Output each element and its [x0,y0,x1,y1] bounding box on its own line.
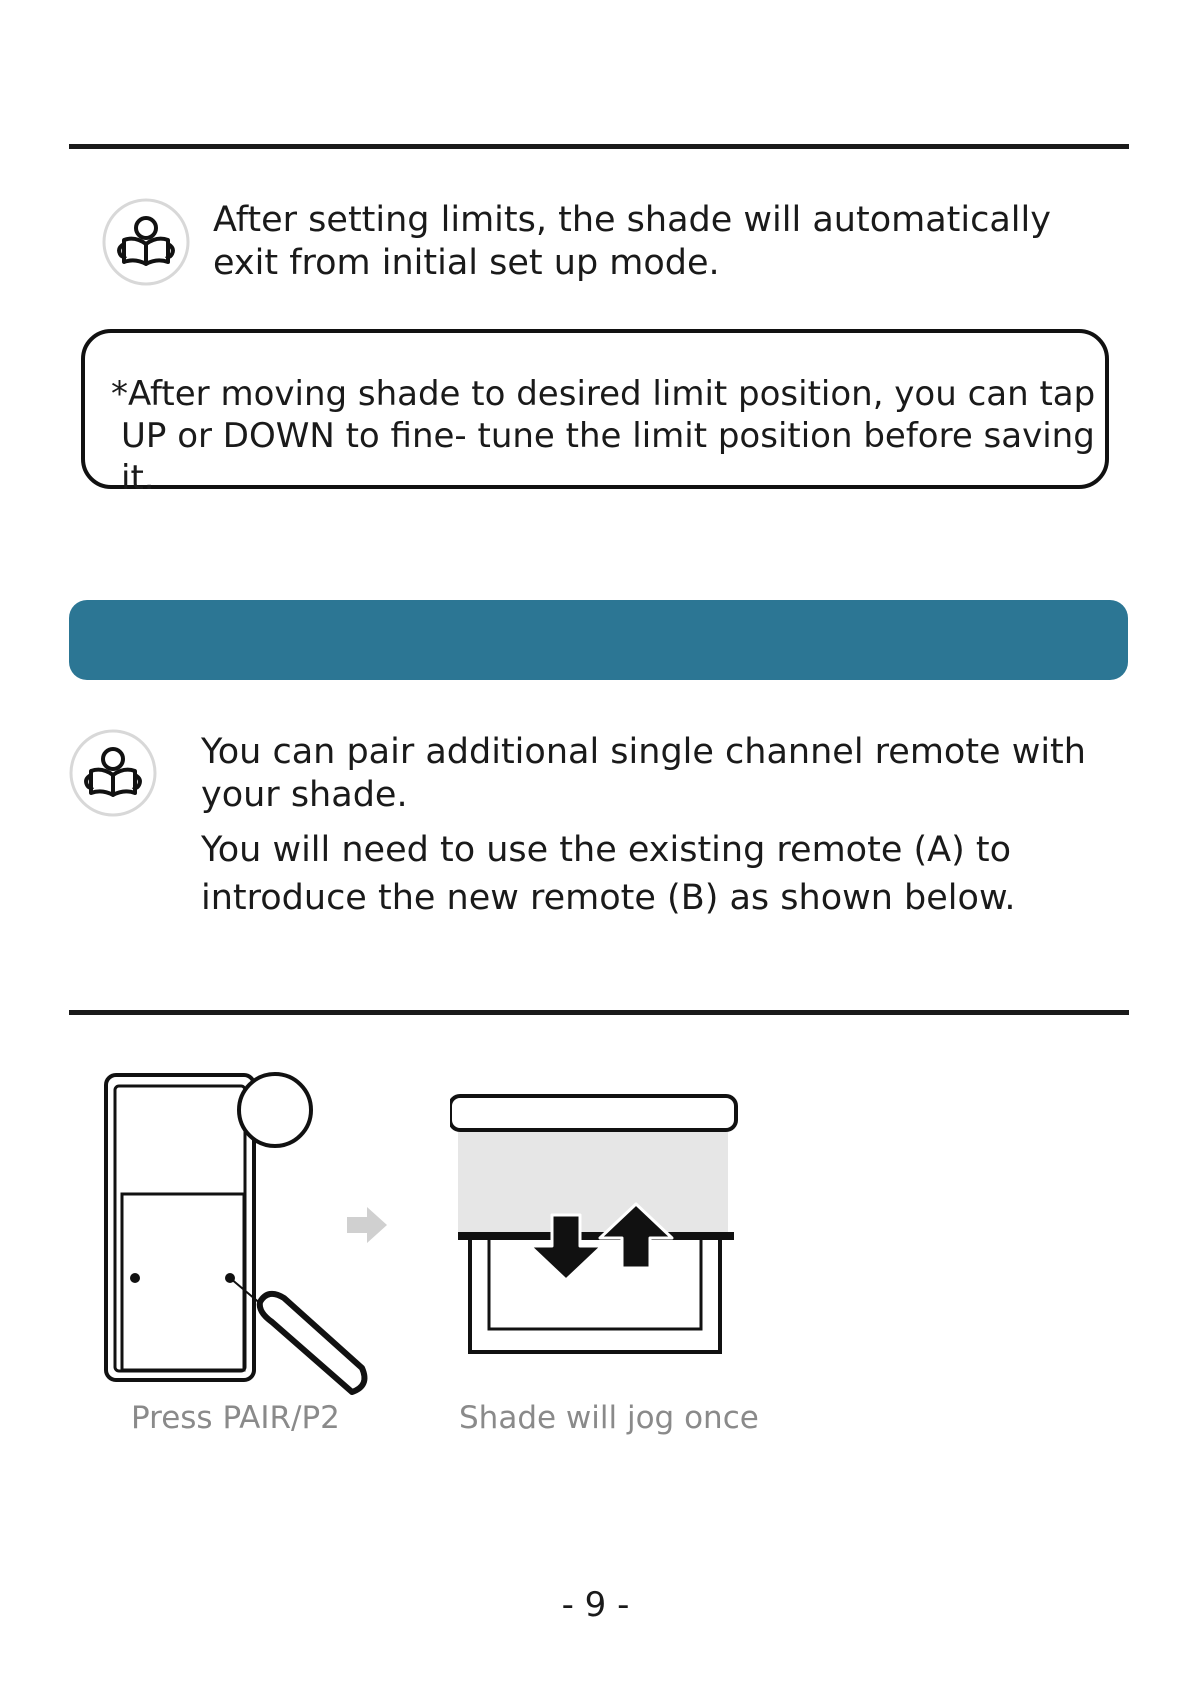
reading-book-icon [102,198,190,286]
note-line: your shade. [201,775,408,815]
mid-divider [69,1010,1129,1015]
section-header-band [69,600,1128,680]
step2-caption: Shade will jog once [459,1400,759,1436]
note-line: You will need to use the existing remote (A) to [201,830,1011,870]
shade-jog-illustration [450,1090,750,1360]
fine-tune-callout [81,329,1109,498]
callout-line: *After moving shade to desired limit position, you can tap [111,374,1096,414]
note-line: exit from initial set up mode. [213,243,720,283]
note-line: You can pair additional single channel remote with [201,732,1086,772]
callout-line: UP or DOWN to fine- tune the limit position before saving it. [121,416,1095,498]
top-divider [69,144,1129,149]
note-line: After setting limits, the shade will automatically [213,200,1051,240]
step1-caption: Press PAIR/P2 [131,1400,340,1436]
pairing-note [201,731,1131,920]
reading-book-icon [69,729,157,817]
note-line: introduce the new remote (B) as shown below. [201,878,1016,918]
arrow-right-icon [345,1205,390,1245]
setup-exit-note [213,199,1143,285]
page-number: - 9 - [561,1585,630,1625]
